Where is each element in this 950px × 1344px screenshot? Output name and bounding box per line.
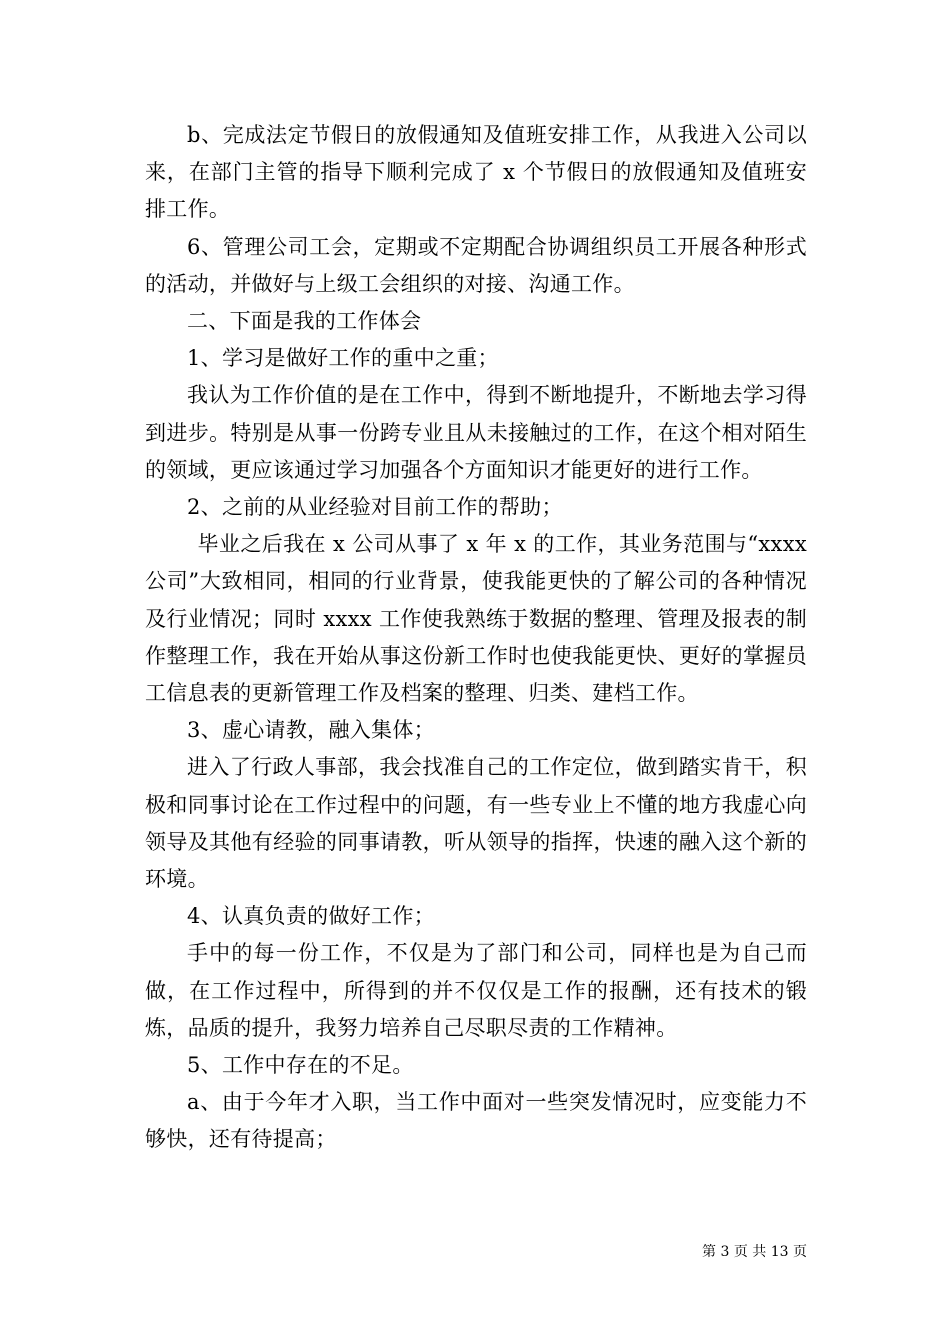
paragraph-humble: 进入了行政人事部，我会找准自己的工作定位，做到踏实肯干，积极和同事讨论在工作过程中的问题，有一些专业上不懂的地方我虚心向领导及其他有经验的同事请教，听从领导的指挥，快速的融入这个新的环境。	[145, 755, 807, 892]
paragraph-holiday-notice: b、完成法定节假日的放假通知及值班安排工作，从我进入公司以来，在部门主管的指导下顺利完成了 x 个节假日的放假通知及值班安排工作。	[145, 123, 807, 222]
paragraph-shortcoming-a: a、由于今年才入职，当工作中面对一些突发情况时，应变能力不够快，还有待提高；	[145, 1090, 807, 1152]
document-body	[145, 117, 807, 1159]
page-number-footer: 第 3 页 共 13 页	[702, 1244, 807, 1260]
item-heading-prior-experience: 2、之前的从业经验对目前工作的帮助；	[187, 495, 563, 520]
paragraph-union-management: 6、管理公司工会，定期或不定期配合协调组织员工开展各种形式的活动，并做好与上级工会组织的对接、沟通工作。	[145, 234, 807, 296]
item-heading-responsible: 4、认真负责的做好工作；	[187, 904, 435, 929]
paragraph-prior-experience: 毕业之后我在 x 公司从事了 x 年 x 的工作，其业务范围与“xxxx 公司”大致相同，相同的行业背景，使我能更快的了解公司的各种情况及行业情况；同时 xxxx 工作使我熟练于数据的整理、管理及报表的制作整理工作，我在开始从事这份新工作时也使我能更快、更好的掌握员工信息表的更新管理工作及档案的整理、归类、建档工作。	[145, 532, 807, 706]
item-heading-learning: 1、学习是做好工作的重中之重；	[187, 346, 499, 371]
section-heading-work-experience: 二、下面是我的工作体会	[187, 309, 422, 334]
item-heading-humble: 3、虚心请教，融入集体；	[187, 718, 435, 743]
paragraph-learning: 我认为工作价值的是在工作中，得到不断地提升，不断地去学习得到进步。特别是从事一份跨专业且从未接触过的工作，在这个相对陌生的领域，更应该通过学习加强各个方面知识才能更好的进行工作。	[145, 383, 807, 482]
item-heading-shortcomings: 5、工作中存在的不足。	[187, 1053, 414, 1078]
paragraph-responsible: 手中的每一份工作，不仅是为了部门和公司，同样也是为自己而做，在工作过程中，所得到的并不仅仅是工作的报酬，还有技术的锻炼，品质的提升，我努力培养自己尽职尽责的工作精神。	[145, 941, 807, 1040]
